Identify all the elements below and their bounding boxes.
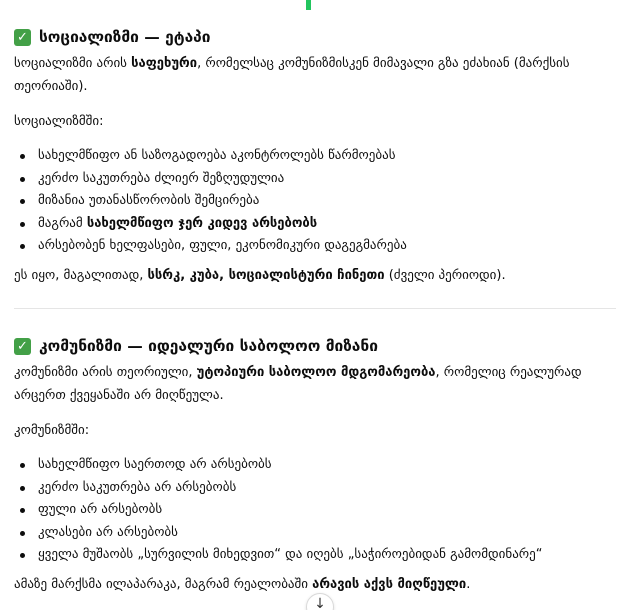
closing-paragraph: [14, 573, 616, 596]
list-item: კერძო საკუთრება არ არსებობს: [14, 477, 616, 500]
section-communism: [14, 333, 616, 596]
closing-text-rest: (ძველი პერიოდი).: [384, 267, 506, 283]
intro-emphasis: უტოპიური საბოლოო მდგომარეობა: [196, 365, 436, 380]
closing-emphasis: სსრკ, კუბა, სოციალისტური ჩინეთი: [147, 267, 385, 283]
list-item: კერძო საკუთრება ძლიერ შეზღუდულია: [14, 168, 616, 191]
list-item-emphasis: სახელმწიფო ჯერ კიდევ არსებობს: [86, 215, 318, 231]
section-divider: [14, 308, 616, 309]
list-item: ყველა მუშაობს „სურვილის მიხედვით“ და იღებს „საჭიროებიდან გამომდინარე“: [14, 544, 616, 567]
closing-text: ეს იყო, მაგალითად,: [14, 267, 148, 283]
list-label: სოციალიზმში:: [14, 114, 104, 129]
list-label: კომუნიზმში:: [14, 423, 90, 438]
section-heading: [14, 333, 616, 359]
list-item: არსებობენ ხელფასები, ფული, ეკონომიკური დაგეგმარება: [14, 235, 616, 258]
closing-paragraph: [14, 264, 616, 287]
list-item: მიზანია უთანასწორობის შემცირება: [14, 190, 616, 213]
section-heading: [14, 24, 616, 50]
intro-emphasis: საფეხური: [131, 56, 198, 71]
intro-paragraph: [14, 52, 616, 98]
intro-text: სოციალიზმი არის: [14, 56, 132, 71]
section-heading-text: კომუნიზმი — იდეალური საბოლოო მიზანი: [39, 337, 378, 355]
check-mark-button-icon: ✓: [14, 338, 31, 355]
closing-text-rest: .: [466, 576, 471, 592]
intro-text: კომუნიზმი არის თეორიული,: [14, 365, 197, 380]
section-heading-text: სოციალიზმი — ეტაპი: [39, 28, 211, 46]
check-mark-button-icon: ✓: [14, 29, 31, 46]
closing-emphasis: არავის აქვს მიღწეული: [312, 576, 467, 592]
list-item-text: მაგრამ: [38, 215, 87, 231]
scroll-to-bottom-button[interactable]: [306, 593, 334, 610]
intro-text-rest: , რომელიც რეალურად არცერთ ქვეყანაში არ მიღწეულა.: [14, 365, 582, 403]
bullet-list: [14, 145, 616, 258]
intro-text-rest: , რომელსაც კომუნიზმისკენ მიმავალი გზა ეძახიან (მარქსის თეორიაში).: [14, 56, 570, 94]
list-item: კლასები არ არსებობს: [14, 522, 616, 545]
list-item: [14, 213, 616, 236]
intro-paragraph: [14, 361, 616, 407]
section-socialism: [14, 24, 616, 287]
arrow-down-icon: ↓: [314, 596, 326, 610]
list-item: სახელმწიფო ან საზოგადოება აკონტროლებს წარმოებას: [14, 145, 616, 168]
bullet-list: [14, 454, 616, 567]
top-scroll-marker: [306, 0, 311, 10]
list-item: ფული არ არსებობს: [14, 499, 616, 522]
list-item: სახელმწიფო საერთოდ არ არსებობს: [14, 454, 616, 477]
closing-text: ამაზე მარქსმა ილაპარაკა, მაგრამ რეალობაში: [14, 576, 313, 592]
